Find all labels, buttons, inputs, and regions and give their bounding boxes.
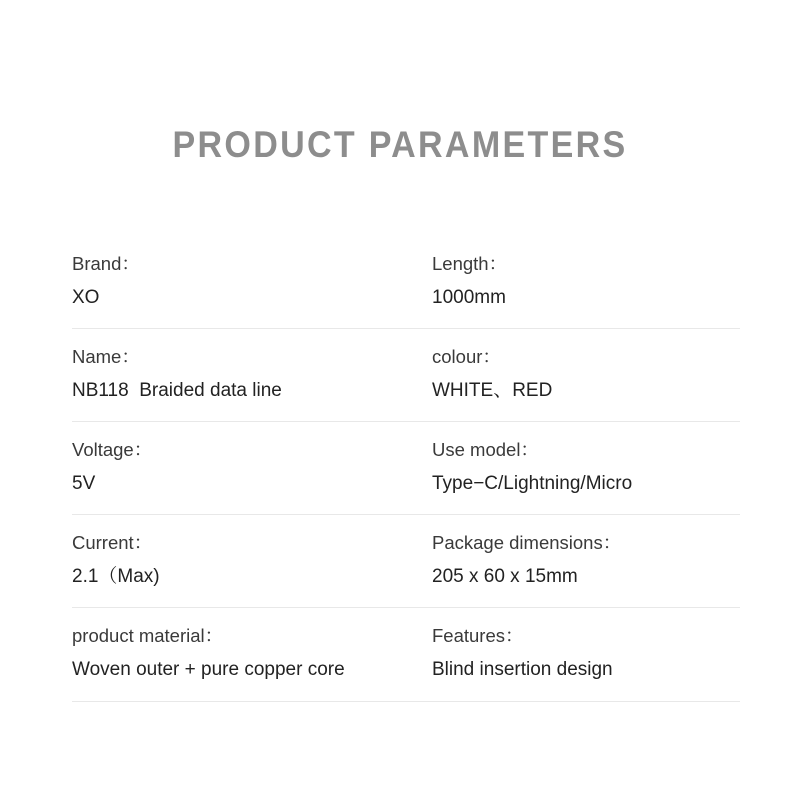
spec-value: 1000mm: [432, 286, 506, 308]
spec-cell-right: [406, 436, 740, 498]
spec-label: Features：: [432, 625, 524, 647]
spec-value: Blind insertion design: [432, 659, 613, 681]
spec-value: 5V: [72, 472, 96, 494]
table-row: [72, 236, 740, 329]
page-title: PRODUCT PARAMETERS: [172, 124, 628, 165]
spec-cell-left: [72, 436, 406, 498]
spec-cell-left: [72, 343, 406, 405]
spec-cell-left: [72, 250, 406, 312]
table-row: [72, 515, 740, 608]
spec-label: Current：: [72, 532, 153, 554]
spec-table: [72, 236, 740, 702]
table-row: [72, 608, 740, 701]
spec-label: Brand：: [72, 253, 140, 274]
spec-cell-right: [406, 250, 740, 312]
spec-label: Voltage：: [72, 439, 153, 461]
spec-label: Name：: [72, 346, 140, 368]
spec-cell-right: [406, 343, 740, 405]
spec-cell-left: [72, 622, 406, 684]
spec-cell-left: [72, 529, 406, 591]
spec-value: NB118 Braided data line: [72, 379, 282, 401]
spec-value: 2.1（Max): [72, 566, 160, 587]
spec-label: Use model：: [432, 439, 539, 461]
spec-label: product material：: [72, 625, 224, 647]
spec-label: Package dimensions：: [432, 532, 622, 554]
spec-value: Woven outer + pure copper core: [72, 659, 345, 681]
spec-value: XO: [72, 286, 100, 308]
spec-value: WHITE、RED: [432, 379, 553, 401]
spec-cell-right: [406, 529, 740, 591]
spec-value: Type−C/Lightning/Micro: [432, 472, 633, 494]
table-row: [72, 329, 740, 422]
spec-label: Length：: [432, 253, 508, 274]
spec-label: colour：: [432, 346, 501, 368]
spec-cell-right: [406, 622, 740, 684]
table-row: [72, 422, 740, 515]
spec-value: 205 x 60 x 15mm: [432, 566, 578, 587]
